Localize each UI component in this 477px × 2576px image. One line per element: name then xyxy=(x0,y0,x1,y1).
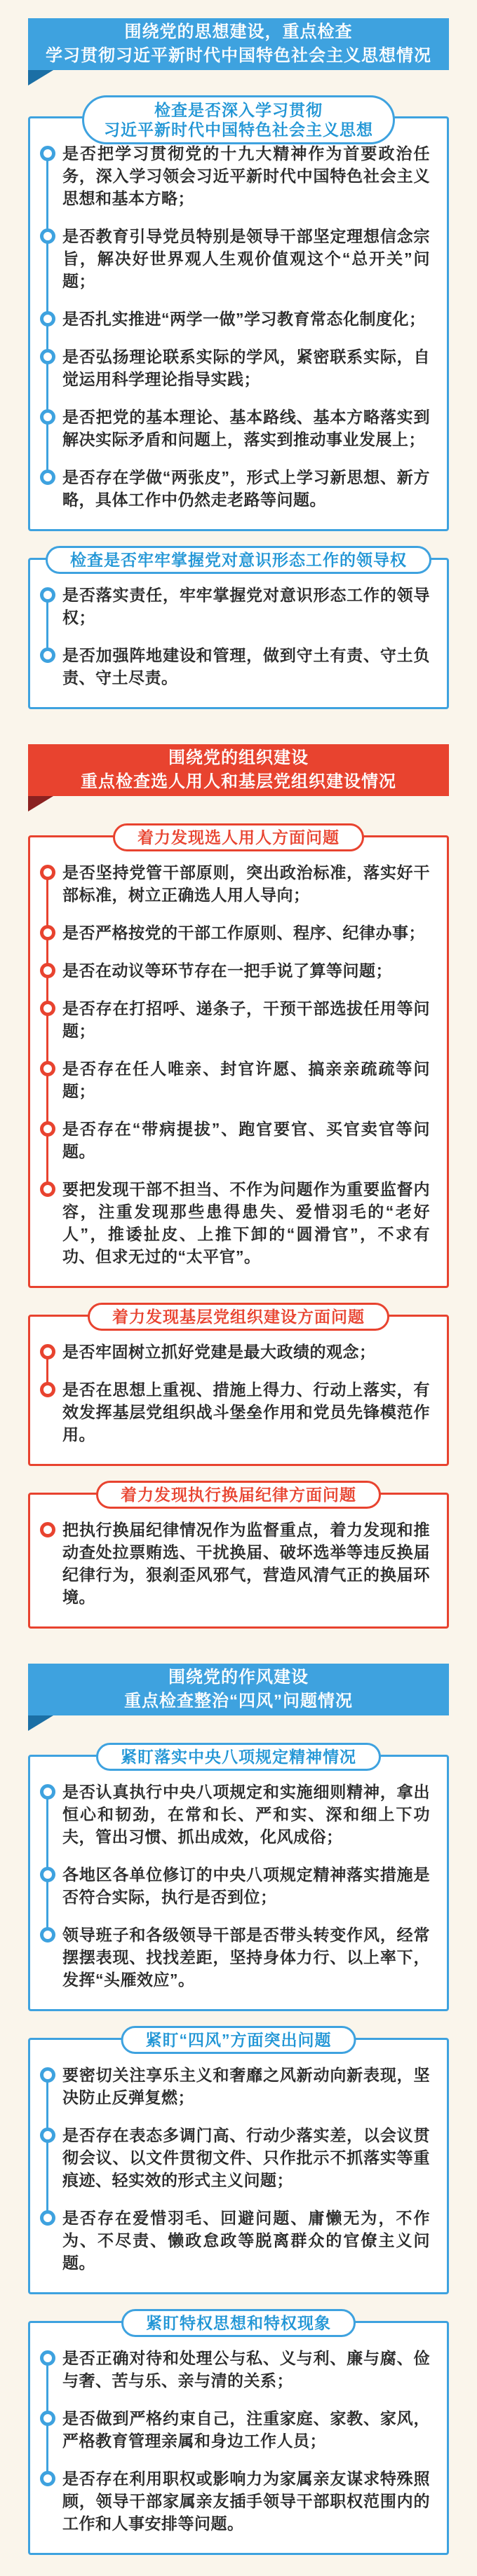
list-item xyxy=(40,1118,430,1163)
ribbon-fold-icon xyxy=(28,70,53,85)
list-item xyxy=(40,644,430,689)
list-item-text: 把执行换届纪律情况作为监督重点，着力发现和推动查处拉票贿选、干扰换届、破坏选举等违反换届纪律行为，狠刹歪风邪气，营造风清气正的换届环境。 xyxy=(62,1521,430,1606)
card-title-line: 着力发现选人用人方面问题 xyxy=(137,828,340,847)
card-title xyxy=(121,2309,356,2337)
list-item xyxy=(40,466,430,511)
list-item xyxy=(40,308,430,330)
card-title-line: 紧盯落实中央八项规定精神情况 xyxy=(121,1748,356,1766)
list-item-text: 要把发现干部不担当、不作为问题作为重要监督内容，注重发现那些患得患失、爱惜羽毛的“老好人”，推诿扯皮、上推下卸的“圆滑官”，不求有功、但求无过的“太平官”。 xyxy=(62,1180,430,1266)
card-title-line: 着力发现执行换届纪律方面问题 xyxy=(121,1486,356,1504)
list-item xyxy=(40,1781,430,1848)
ribbon-fold-icon xyxy=(28,1715,53,1731)
list-item xyxy=(40,2347,430,2392)
card-title-line: 紧盯特权思想和特权现象 xyxy=(146,2314,331,2332)
card-personnel-selection xyxy=(28,828,449,1288)
bullet-ring-icon xyxy=(40,587,55,603)
list-item-text: 是否存在爱惜羽毛、回避问题、庸懒无为，不作为、不尽责、懒政怠政等脱离群众的官僚主义问题。 xyxy=(62,2209,430,2272)
card-privilege-mentality xyxy=(28,2314,449,2555)
bullet-ring-icon xyxy=(40,1121,55,1137)
card-title-line: 着力发现基层党组织建设方面问题 xyxy=(112,1308,365,1326)
list-item-text: 是否严格按党的干部工作原则、程序、纪律办事； xyxy=(62,924,425,942)
card-title-line: 检查是否牢牢掌握党对意识形态工作的领导权 xyxy=(70,551,407,569)
bullet-ring-icon xyxy=(40,1522,55,1537)
bullet-ring-icon xyxy=(40,311,55,327)
list-item-text: 是否存在任人唯亲、封官许愿、搞亲亲疏疏等问题； xyxy=(62,1060,430,1100)
list-item xyxy=(40,2407,430,2452)
card-title-line: 紧盯“四风”方面突出问题 xyxy=(145,2031,332,2049)
section-banner xyxy=(28,18,449,70)
bullet-ring-icon xyxy=(40,1784,55,1800)
bullet-ring-icon xyxy=(40,2128,55,2143)
checklist xyxy=(40,861,430,1268)
list-item-text: 是否认真执行中央八项规定和实施细则精神，拿出恒心和韧劲，在常和长、严和实、深和细上下功夫，管出习惯、抓出成效，化风成俗； xyxy=(62,1783,430,1846)
list-item xyxy=(40,1924,430,1991)
card-election-discipline xyxy=(28,1486,449,1629)
list-item xyxy=(40,406,430,451)
ribbon-fold-icon xyxy=(28,796,53,811)
card-title xyxy=(113,823,364,851)
bullet-ring-icon xyxy=(40,1344,55,1359)
list-item-text: 是否把学习贯彻党的十九大精神作为首要政治任务，深入学习领会习近平新时代中国特色社会主义思想和基本方略； xyxy=(62,144,430,207)
list-item xyxy=(40,2064,430,2109)
list-item-text: 是否扎实推进“两学一做”学习教育常态化制度化； xyxy=(62,310,426,328)
section-banner xyxy=(28,744,449,796)
checklist xyxy=(40,584,430,689)
list-item-text: 是否在思想上重视、措施上得力、行动上落实，有效发挥基层党组织战斗堡垒作用和党员先锋模范作用。 xyxy=(62,1381,430,1444)
checklist xyxy=(40,2064,430,2274)
list-item-text: 领导班子和各级领导干部是否带头转变作风，经常摆摆表现、找找差距，坚持身体力行、以上率下，发挥“头雁效应”。 xyxy=(62,1926,430,1989)
checklist xyxy=(40,2347,430,2535)
bullet-ring-icon xyxy=(40,2210,55,2226)
list-item-text: 是否弘扬理论联系实际的学风，紧密联系实际，自觉运用科学理论指导实践； xyxy=(62,348,430,388)
section-organization-building xyxy=(0,744,477,1629)
checklist xyxy=(40,1341,430,1446)
list-item-text: 是否教育引导党员特别是领导干部坚定理想信念宗旨，解决好世界观人生观价值观这个“总开关”问题； xyxy=(62,227,430,290)
list-item-text: 是否存在打招呼、递条子，干预干部选拔任用等问题； xyxy=(62,999,430,1040)
bullet-ring-icon xyxy=(40,925,55,940)
bullet-ring-icon xyxy=(40,1867,55,1882)
list-item xyxy=(40,584,430,629)
list-item xyxy=(40,225,430,292)
checklist xyxy=(40,1781,430,1991)
bullet-ring-icon xyxy=(40,2067,55,2083)
section-banner xyxy=(28,1664,449,1715)
section-ideology-building xyxy=(0,18,477,709)
card-title xyxy=(96,1481,381,1509)
bullet-ring-icon xyxy=(40,2471,55,2486)
list-item-text: 是否存在利用职权或影响力为家属亲友谋求特殊照顾，领导干部家属亲友插手领导干部职权范围内的工作和人事安排等问题。 xyxy=(62,2469,430,2533)
card-title xyxy=(121,2026,356,2054)
list-item-text: 是否存在表态多调门高、行动少落实差，以会议贯彻会议、以文件贯彻文件、只作批示不抓落实等重痕迹、轻实效的形式主义问题； xyxy=(62,2126,430,2189)
bullet-ring-icon xyxy=(40,1927,55,1943)
list-item xyxy=(40,959,430,982)
list-item xyxy=(40,2207,430,2274)
list-item xyxy=(40,1519,430,1608)
list-item-text: 要密切关注享乐主义和奢靡之风新动向新表现，坚决防止反弹复燃； xyxy=(62,2066,430,2106)
card-title xyxy=(96,1743,381,1771)
card-title xyxy=(82,95,395,144)
bullet-ring-icon xyxy=(40,865,55,880)
list-item-text: 是否存在学做“两张皮”，形式上学习新思想、新方略，具体工作中仍然走老路等问题。 xyxy=(62,468,430,509)
list-item xyxy=(40,1178,430,1268)
list-item-text: 是否存在“带病提拔”、跑官要官、买官卖官等问题。 xyxy=(62,1120,430,1160)
list-item xyxy=(40,345,430,390)
card-eight-point-regulations xyxy=(28,1748,449,2011)
banner-line: 重点检查选人用人和基层党组织建设情况 xyxy=(81,772,396,791)
list-item-text: 是否把党的基本理论、基本路线、基本方略落实到解决实际矛盾和问题上，落实到推动事业发展上； xyxy=(62,408,430,448)
card-title xyxy=(46,546,431,574)
card-ideology-leadership xyxy=(28,551,449,709)
list-item xyxy=(40,2124,430,2191)
banner-line: 学习贯彻习近平新时代中国特色社会主义思想情况 xyxy=(46,46,431,65)
list-item-text: 是否正确对待和处理公与私、义与利、廉与腐、俭与奢、苦与乐、亲与清的关系； xyxy=(62,2349,430,2390)
bullet-ring-icon xyxy=(40,648,55,663)
list-item xyxy=(40,1057,430,1102)
bullet-ring-icon xyxy=(40,228,55,244)
checklist xyxy=(40,1519,430,1608)
list-item-text: 是否牢固树立抓好党建是最大政绩的观念； xyxy=(62,1343,376,1361)
list-item-text: 是否落实责任，牢牢掌握党对意识形态工作的领导权； xyxy=(62,586,430,626)
card-title-line: 检查是否深入学习贯彻 xyxy=(154,101,323,119)
banner-line: 围绕党的组织建设 xyxy=(168,748,309,767)
card-title xyxy=(88,1303,389,1331)
list-item xyxy=(40,1341,430,1363)
bullet-ring-icon xyxy=(40,1181,55,1197)
bullet-ring-icon xyxy=(40,409,55,425)
section-workstyle-building xyxy=(0,1664,477,2555)
bullet-ring-icon xyxy=(40,2411,55,2426)
bullet-ring-icon xyxy=(40,1001,55,1016)
checklist xyxy=(40,142,430,511)
list-item xyxy=(40,142,430,210)
bullet-ring-icon xyxy=(40,470,55,485)
list-item-text: 各地区各单位修订的中央八项规定精神落实措施是否符合实际，执行是否到位； xyxy=(62,1865,430,1906)
card-four-winds-problems xyxy=(28,2031,449,2294)
list-item-text: 是否做到严格约束自己，注重家庭、家教、家风，严格教育管理亲属和身边工作人员； xyxy=(62,2409,430,2450)
list-item xyxy=(40,861,430,906)
card-deep-study xyxy=(28,101,449,531)
list-item xyxy=(40,1863,430,1908)
card-grassroots-party xyxy=(28,1308,449,1466)
list-item-text: 是否坚持党管干部原则，突出政治标准，落实好干部标准，树立正确选人用人导向； xyxy=(62,863,430,904)
bullet-ring-icon xyxy=(40,146,55,161)
banner-line: 重点检查整治“四风”问题情况 xyxy=(124,1692,353,1711)
banner-line: 围绕党的思想建设，重点检查 xyxy=(124,22,353,41)
bullet-ring-icon xyxy=(40,1061,55,1076)
bullet-ring-icon xyxy=(40,2350,55,2366)
list-item xyxy=(40,2467,430,2535)
card-title-line: 习近平新时代中国特色社会主义思想 xyxy=(104,121,373,139)
banner-line: 围绕党的作风建设 xyxy=(168,1668,309,1687)
list-item xyxy=(40,997,430,1042)
list-item-text: 是否加强阵地建设和管理，做到守土有责、守土负责、守土尽责。 xyxy=(62,646,430,687)
list-item-text: 是否在动议等环节存在一把手说了算等问题； xyxy=(62,961,392,980)
bullet-ring-icon xyxy=(40,963,55,978)
list-item xyxy=(40,922,430,944)
list-item xyxy=(40,1378,430,1446)
bullet-ring-icon xyxy=(40,349,55,364)
bullet-ring-icon xyxy=(40,1382,55,1397)
